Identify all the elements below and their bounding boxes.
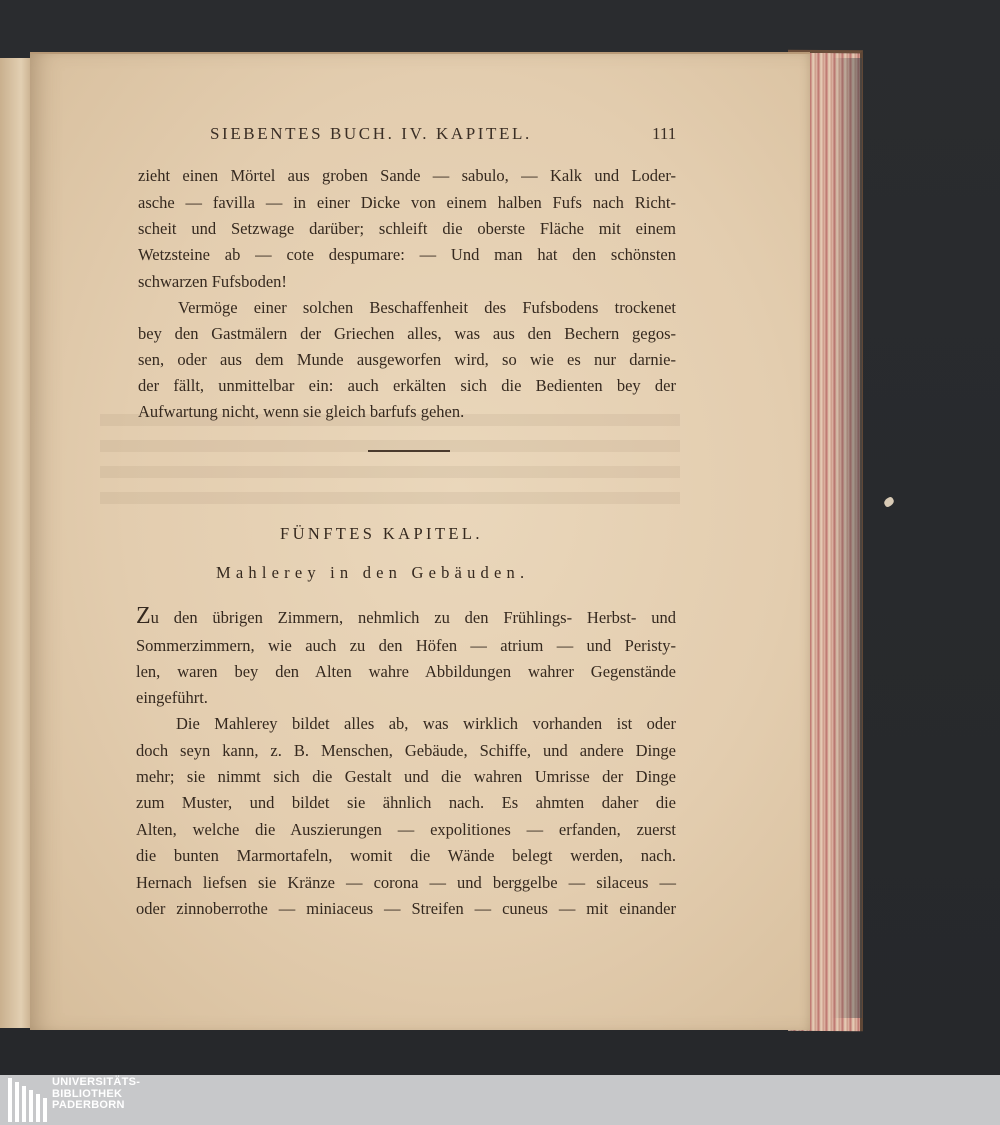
text-line-rest: u den übrigen Zimmern, nehmlich zu den Frühlings- Herbst- und xyxy=(150,608,676,627)
initial-letter: Z xyxy=(136,603,151,629)
text-line: mehr; sie nimmt sich die Gestalt und die wahren Umrisse der Dinge xyxy=(136,767,676,786)
logo-line: UNIVERSITÄTS- xyxy=(52,1076,141,1088)
text-line: asche — favilla — in einer Dicke von einem halben Fufs nach Richt- xyxy=(138,193,676,212)
text-line: zum Muster, und bildet sie ähnlich nach. Es ahmten daher die xyxy=(136,793,676,812)
chapter-subtitle: Mahlerey in den Gebäuden. xyxy=(216,563,530,582)
text-line xyxy=(136,603,676,629)
logo-line: BIBLIOTHEK xyxy=(52,1087,123,1100)
text-line: len, waren bey den Alten wahre Abbildungen wahrer Gegenstände xyxy=(136,662,676,681)
text-line: Alten, welche die Auszierungen — expolitiones — erfanden, zuerst xyxy=(136,820,676,839)
text-line: die bunten Marmortafeln, womit die Wände belegt werden, nach. xyxy=(136,846,676,865)
show-through xyxy=(100,466,680,478)
text-line: zieht einen Mörtel aus groben Sande — sabulo, — Kalk und Loder- xyxy=(138,166,676,185)
section-rule xyxy=(368,450,450,452)
text-line: scheit und Setzwage darüber; schleift die oberste Fläche mit einem xyxy=(138,219,676,238)
text-line: Wetzsteine ab — cote despumare: — Und man hat den schönsten xyxy=(138,245,676,264)
chapter-title: FÜNFTES KAPITEL. xyxy=(280,524,483,543)
text-line: Sommerzimmern, wie auch zu den Höfen — atrium — und Peristy- xyxy=(136,636,676,655)
text-line: schwarzen Fufsboden! xyxy=(138,272,287,291)
text-line: Vermöge einer solchen Beschaffenheit des Fufsbodens trockenet xyxy=(178,298,676,317)
text-line: doch seyn kann, z. B. Menschen, Gebäude, Schiffe, und andere Dinge xyxy=(136,741,676,760)
library-footer xyxy=(0,1075,1000,1125)
text-line: sen, oder aus dem Munde ausgeworfen wird, so wie es nur darnie- xyxy=(138,350,676,369)
text-line: der fällt, unmittelbar ein: auch erkälten sich die Bedienten bey der xyxy=(138,376,676,395)
text-line: Aufwartung nicht, wenn sie gleich barfufs gehen. xyxy=(138,402,465,421)
text-line: oder zinnoberrothe — miniaceus — Streifen — cuneus — mit einander xyxy=(136,899,676,918)
text-line: bey den Gastmälern der Griechen alles, was aus den Bechern gegos- xyxy=(138,324,676,343)
binding-shadow xyxy=(832,58,862,1018)
text-line: eingeführt. xyxy=(136,688,208,707)
library-logo-icon xyxy=(8,1078,48,1122)
dust-speck xyxy=(883,496,896,508)
text-line: Hernach liefsen sie Kränze — corona — und berggelbe — silaceus — xyxy=(136,873,676,892)
running-head: SIEBENTES BUCH. IV. KAPITEL. xyxy=(210,124,532,143)
logo-line: PADERBORN xyxy=(52,1099,125,1111)
library-logo-text xyxy=(52,1077,140,1112)
page-number: 111 xyxy=(652,124,677,143)
show-through xyxy=(100,492,680,504)
left-page-edge xyxy=(0,58,31,1028)
text-line: Die Mahlerey bildet alles ab, was wirklich vorhanden ist oder xyxy=(176,714,676,733)
